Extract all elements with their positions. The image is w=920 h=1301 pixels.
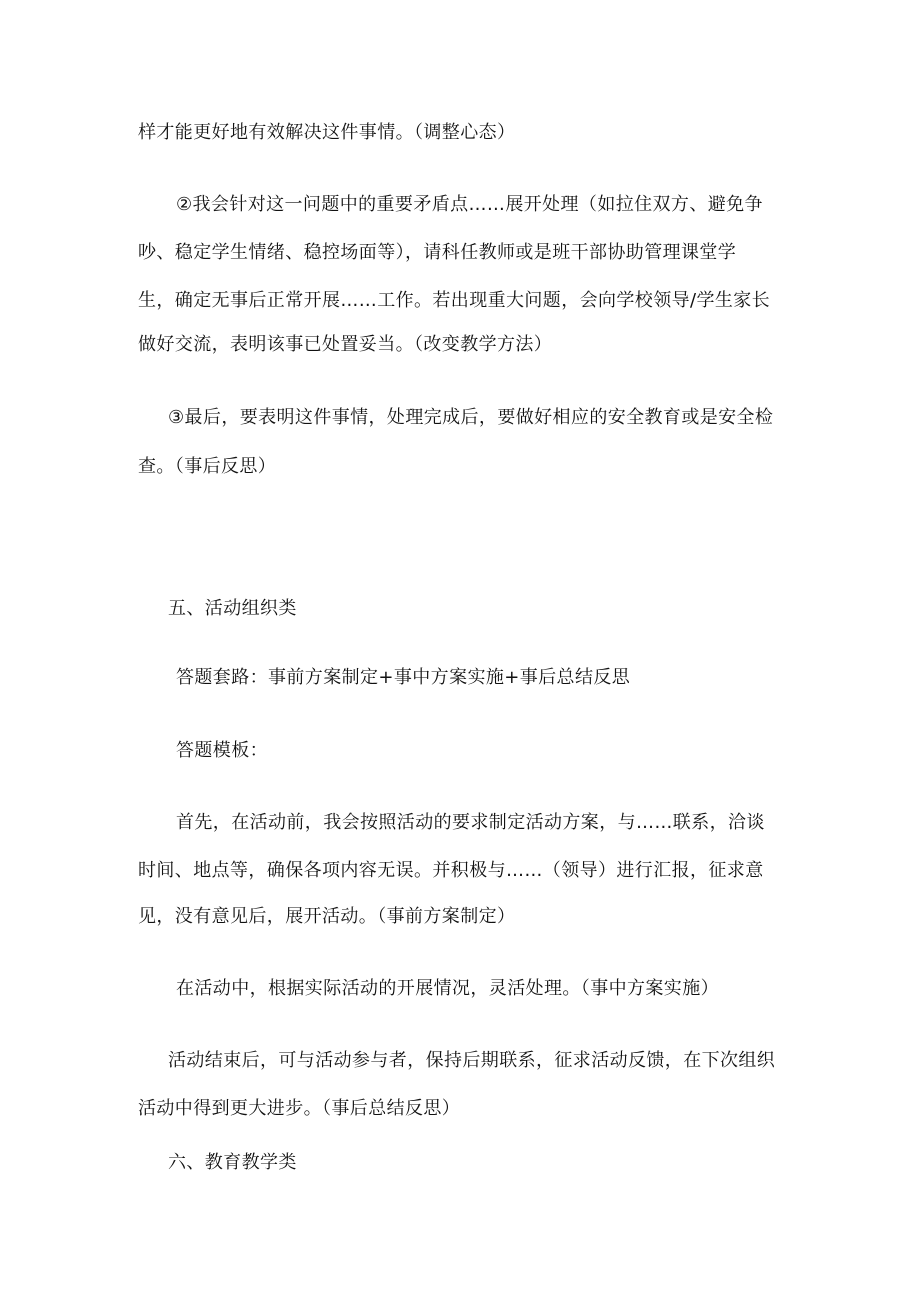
paragraph-line: 见，没有意见后，展开活动。（事前方案制定） — [138, 906, 516, 927]
paragraph-line: 样才能更好地有效解决这件事情。（调整心态） — [138, 122, 516, 143]
paragraph-line: 做好交流，表明该事已处置妥当。（改变教学方法） — [138, 334, 553, 355]
section-heading: 六、教育教学类 — [168, 1152, 297, 1173]
paragraph-line: 首先，在活动前，我会按照活动的要求制定活动方案，与……联系，洽谈 — [176, 812, 765, 833]
paragraph-line: 时间、地点等，确保各项内容无误。并积极与……（领导）进行汇报，征求意 — [138, 860, 764, 881]
section-heading: 五、活动组织类 — [168, 598, 297, 619]
paragraph-line: 答题模板： — [176, 740, 268, 761]
paragraph-line: ③最后，要表明这件事情，处理完成后，要做好相应的安全教育或是安全检 — [168, 407, 774, 428]
paragraph-line: 答题套路：事前方案制定+事中方案实施+事后总结反思 — [176, 667, 631, 688]
paragraph-line: 查。（事后反思） — [138, 456, 277, 477]
paragraph-line: ②我会针对这一问题中的重要矛盾点……展开处理（如拉住双方、避免争 — [176, 194, 763, 215]
paragraph-line: 吵、稳定学生情绪、稳控场面等），请科任教师或是班干部协助管理课堂学 — [138, 242, 737, 263]
paragraph-line: 生，确定无事后正常开展……工作。若出现重大问题，会向学校领导/学生家长 — [138, 290, 771, 311]
paragraph-line: 活动结束后，可与活动参与者，保持后期联系，征求活动反馈，在下次组织 — [168, 1050, 776, 1071]
paragraph-line: 活动中得到更大进步。（事后总结反思） — [138, 1098, 461, 1119]
paragraph-line: 在活动中，根据实际活动的开展情况，灵活处理。（事中方案实施） — [176, 978, 719, 999]
